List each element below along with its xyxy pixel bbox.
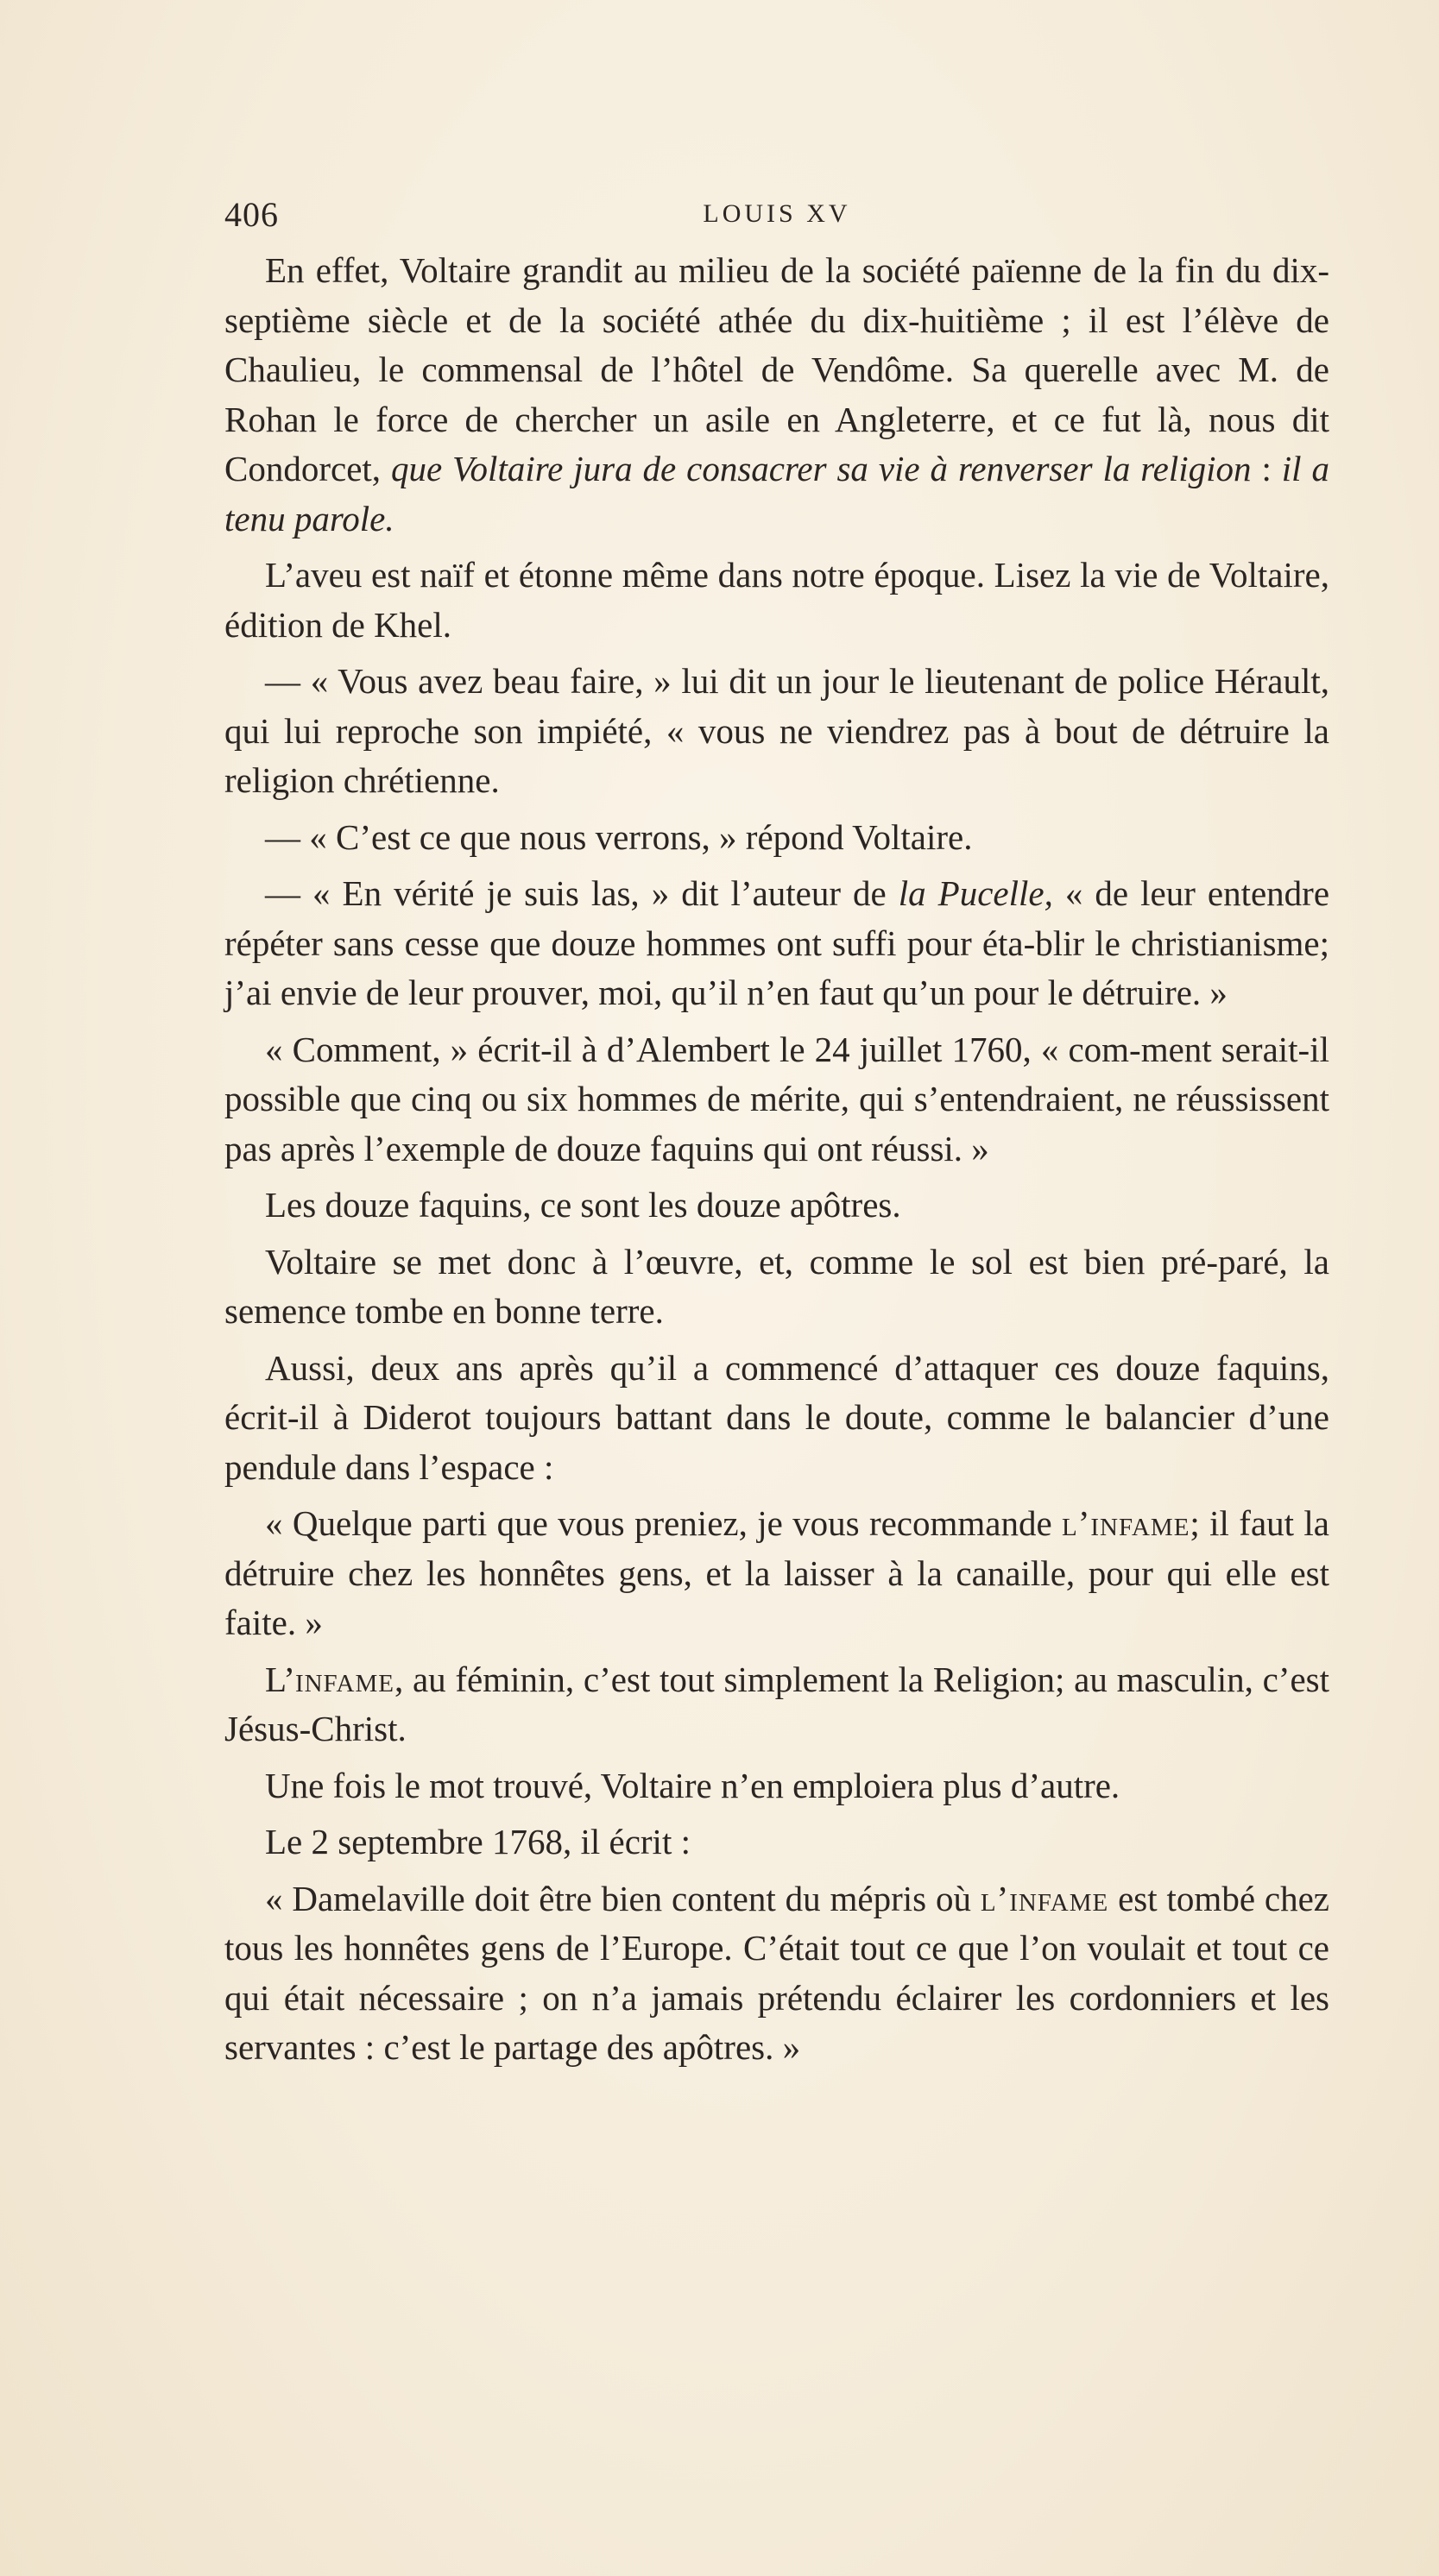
paragraph-1-text: En effet, Voltaire grandit au milieu de la société païenne de la fin du dix-septième siècle et de la société athée du dix-huitième ; il est l’élève de Chaulieu, le commensal de l’hôtel de Vendôme. Sa querelle avec M. de Rohan le force de chercher un asile en Angleterre, et ce fut là, nous dit Condorcet, <box>224 250 1329 488</box>
paragraph-6: « Comment, » écrit-il à d’Alembert le 24 juillet 1760, « com-ment serait-il possible que cinq ou six hommes de mérite, qui s’entendraient, ne réussissent pas après l’exemple de douze faquins qui ont réussi. » <box>224 1029 1329 1168</box>
paragraph-1 <box>224 246 1329 544</box>
paragraph-5-italic-title: la Pucelle, <box>898 873 1053 913</box>
paragraph-1-italic-conclusion: il a tenu parole. <box>224 449 1329 539</box>
paragraph-14-text-end: est tombé chez tous les honnêtes gens de l’Europe. C’était tout ce que l’on voulait et tout ce qui était nécessaire ; on n’a jamais prétendu éclairer les cordonniers et les servantes : c’est le partage des apôtres. » <box>224 1878 1329 2067</box>
paragraph-8: Voltaire se met donc à l’œuvre, et, comme le sol est bien pré-paré, la semence tombe en bonne terre. <box>224 1241 1329 1331</box>
paragraph-10-text: « Quelque parti que vous preniez, je vous recommande <box>265 1503 1063 1543</box>
paragraph-11-text: L’ <box>265 1659 295 1699</box>
running-title: LOUIS XV <box>703 199 851 228</box>
paragraph-1-italic-quote: que Voltaire jura de consacrer sa vie à renverser la religion <box>390 449 1252 488</box>
paragraph-12: Une fois le mot trouvé, Voltaire n’en emploiera plus d’autre. <box>265 1765 1120 1805</box>
paragraph-10-text-end: ; il faut la détruire chez les honnêtes gens, et la laisser à la canaille, pour qui elle est faite. » <box>224 1503 1329 1642</box>
paragraph-11 <box>224 1655 1329 1754</box>
paragraph-5-text-end: « de leur entendre répéter sans cesse que douze hommes ont suffi pour éta-blir le christianisme; j’ai envie de leur prouver, moi, qu’il n’en faut qu’un pour le détruire. » <box>224 873 1330 1012</box>
body-text <box>224 246 1329 2080</box>
page-number: 406 <box>224 195 279 234</box>
paragraph-10-smallcaps: l’infame <box>1062 1503 1190 1543</box>
paragraph-13: Le 2 septembre 1768, il écrit : <box>265 1822 691 1861</box>
paragraph-5-text: — « En vérité je suis las, » dit l’auteur de <box>265 873 899 913</box>
paragraph-4: — « C’est ce que nous verrons, » répond Voltaire. <box>265 816 973 857</box>
paragraph-9: Aussi, deux ans après qu’il a commencé d’attaquer ces douze faquins, écrit-il à Diderot toujours battant dans le doute, comme le balancier d’une pendule dans l’espace : <box>224 1347 1329 1487</box>
paragraph-10 <box>224 1499 1329 1648</box>
paragraph-2: L’aveu est naïf et étonne même dans notre époque. Lisez la vie de Voltaire, édition de Khel. <box>224 555 1329 645</box>
paragraph-14 <box>224 1874 1329 2073</box>
page-header <box>224 194 1329 237</box>
paragraph-14-smallcaps: l’infame <box>980 1878 1109 1918</box>
paragraph-11-text-end: , au féminin, c’est tout simplement la Religion; au masculin, c’est Jésus-Christ. <box>224 1659 1329 1748</box>
paragraph-7: Les douze faquins, ce sont les douze apôtres. <box>265 1185 901 1225</box>
paragraph-5 <box>224 869 1329 1018</box>
paragraph-11-smallcaps: infame <box>294 1659 394 1699</box>
paragraph-14-text: « Damelaville doit être bien content du mépris où <box>265 1878 981 1918</box>
paragraph-1-separator: : <box>1251 449 1282 488</box>
paragraph-3: — « Vous avez beau faire, » lui dit un jour le lieutenant de police Hérault, qui lui reproche son impiété, « vous ne viendrez pas à bout de détruire la religion chrétienne. <box>224 661 1329 800</box>
